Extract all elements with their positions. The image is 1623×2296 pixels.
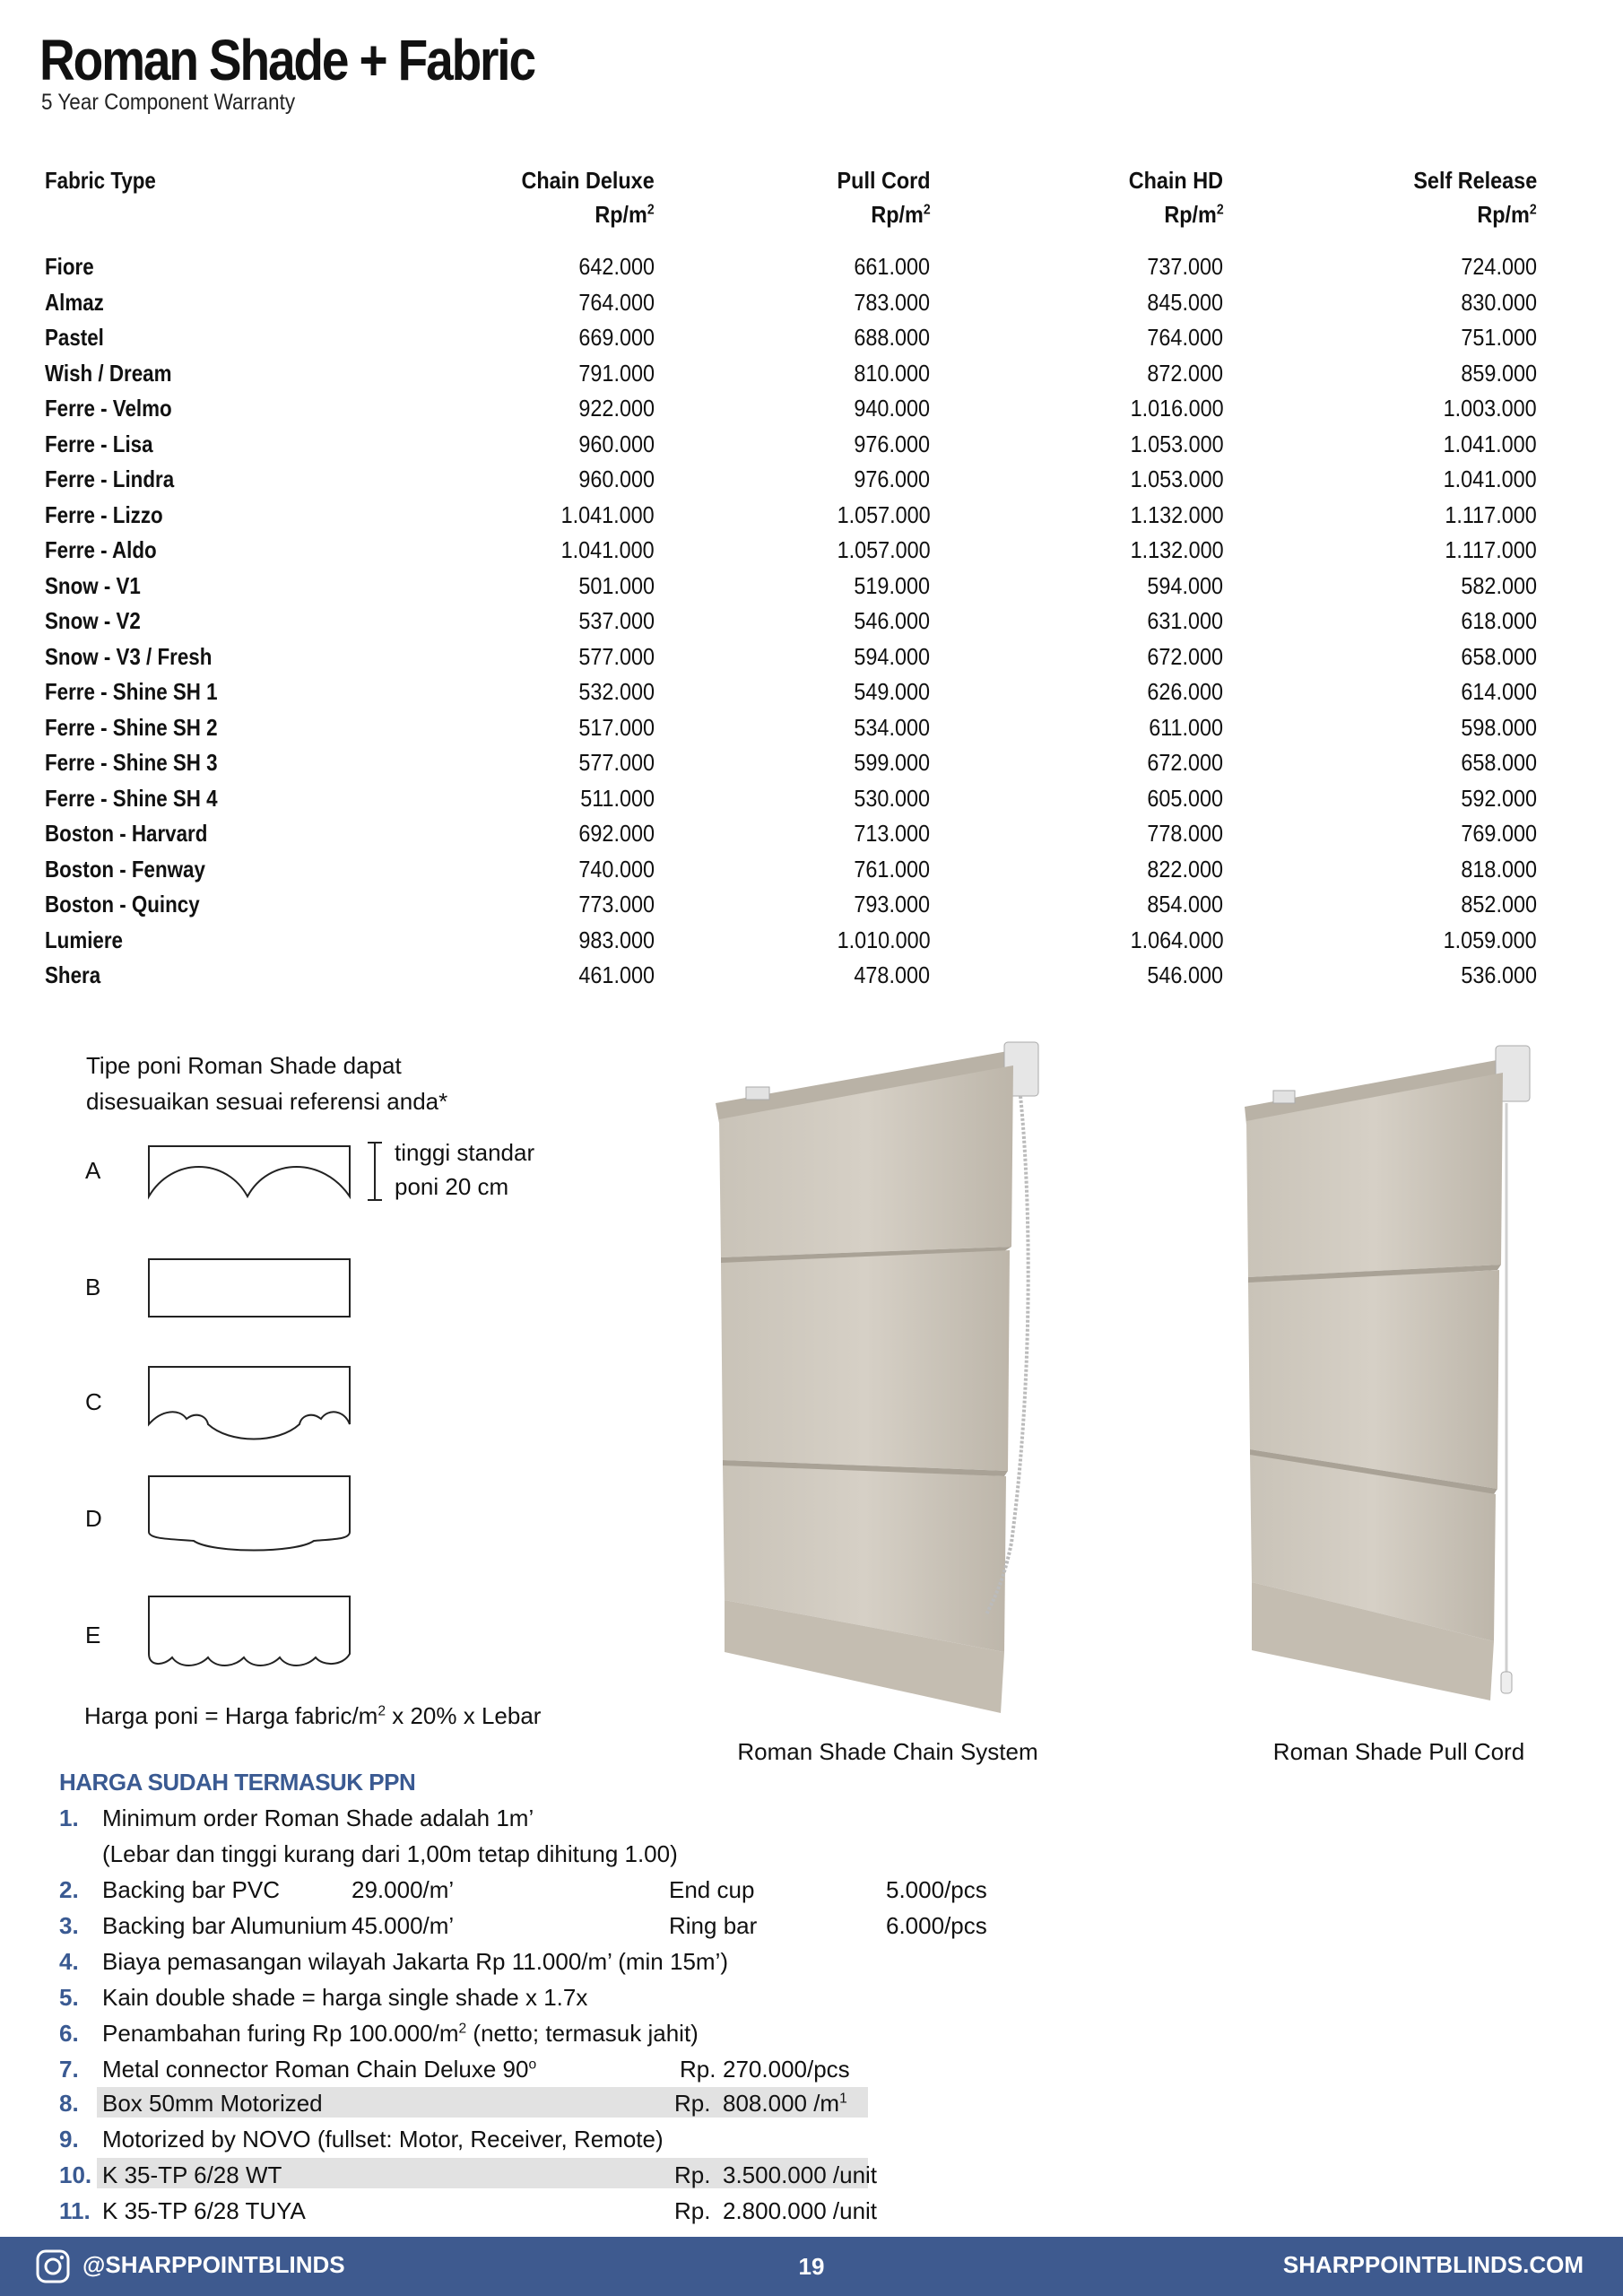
price-cell: 530.000	[854, 784, 931, 812]
table-row	[45, 923, 1537, 959]
column-header-fabric-type: Fabric Type	[45, 167, 156, 194]
price-cell: 1.041.000	[1443, 430, 1537, 457]
price-cell: 1.117.000	[1445, 536, 1537, 564]
price-cell: 922.000	[578, 395, 655, 422]
note-number: 3.	[59, 1912, 79, 1939]
price-cell: 1.053.000	[1130, 465, 1224, 493]
price-cell: 546.000	[1147, 961, 1224, 989]
price-cell: 546.000	[854, 607, 931, 635]
note-price: 2.800.000 /unit	[723, 2197, 878, 2224]
price-cell: 536.000	[1461, 961, 1537, 989]
price-cell: 549.000	[854, 678, 931, 706]
price-cell: 688.000	[854, 324, 931, 352]
notes-heading: HARGA SUDAH TERMASUK PPN	[59, 1769, 416, 1796]
note-value: 45.000/m’	[352, 1912, 455, 1939]
price-cell: 534.000	[854, 713, 931, 741]
roman-shade-chain-image	[708, 1022, 1067, 1722]
table-header-row	[45, 167, 1537, 201]
table-row	[45, 852, 1537, 888]
fabric-name: Ferre - Shine SH 1	[45, 678, 218, 706]
note-rp: Rp.	[674, 2090, 711, 2117]
poni-shape-d	[143, 1473, 359, 1559]
price-cell: 793.000	[854, 891, 931, 918]
price-cell: 737.000	[1147, 253, 1224, 281]
price-cell: 511.000	[579, 784, 655, 812]
note-price: 270.000/pcs	[723, 2056, 850, 2083]
table-row	[45, 249, 1537, 285]
table-row	[45, 674, 1537, 710]
table-unit-row	[45, 201, 1537, 249]
fabric-name: Lumiere	[45, 926, 123, 953]
note-text: Penambahan furing Rp $100.000/m^2$ (netto; termasuk jahit)	[102, 2020, 699, 2047]
note-number: 2.	[59, 1876, 79, 1903]
price-cell: 582.000	[1461, 571, 1537, 599]
column-header-chain-hd: Chain HD	[1129, 167, 1224, 194]
fabric-name: Ferre - Lindra	[45, 465, 175, 493]
price-cell: 1.016.000	[1130, 395, 1224, 422]
price-cell: 1.117.000	[1445, 500, 1537, 528]
price-cell: 658.000	[1461, 642, 1537, 670]
table-row	[45, 285, 1537, 321]
note-rp: Rp.	[674, 2197, 711, 2224]
price-cell: 764.000	[578, 288, 655, 316]
price-cell: 658.000	[1461, 749, 1537, 777]
price-cell: 769.000	[1461, 820, 1537, 848]
column-header-pull-cord: Pull Cord	[837, 167, 931, 194]
fabric-name: Fiore	[45, 253, 94, 281]
fabric-name: Snow - V2	[45, 607, 141, 635]
website-link[interactable]: SHARPPOINTBLINDS.COM	[1282, 2251, 1584, 2278]
price-cell: 669.000	[578, 324, 655, 352]
price-cell: 822.000	[1147, 855, 1224, 883]
price-cell: 818.000	[1461, 855, 1537, 883]
fabric-name: Almaz	[45, 288, 104, 316]
note-rp: Rp.	[674, 2161, 711, 2188]
unit-label: $Rp/m^2$	[871, 201, 931, 228]
note-extra-value: 6.000/pcs	[886, 1912, 987, 1939]
price-cell: 761.000	[854, 855, 931, 883]
price-cell: 577.000	[578, 749, 655, 777]
note-price: 808.000 $/m^1$	[723, 2090, 847, 2117]
fabric-name: Ferre - Shine SH 3	[45, 749, 218, 777]
poni-shape-b	[143, 1256, 359, 1320]
note-number: 11.	[59, 2197, 91, 2224]
fabric-name: Boston - Quincy	[45, 891, 200, 918]
price-cell: 1.057.000	[837, 536, 931, 564]
note-price: 3.500.000 /unit	[723, 2161, 878, 2188]
price-cell: 1.132.000	[1130, 500, 1224, 528]
pull-cord-caption: Roman Shade Pull Cord	[1272, 1738, 1525, 1765]
fabric-name: Snow - V3 / Fresh	[45, 642, 213, 670]
page-number: 19	[798, 2253, 825, 2280]
price-cell: 724.000	[1461, 253, 1537, 281]
note-number: 9.	[59, 2126, 79, 2152]
price-cell: 810.000	[854, 359, 931, 387]
fabric-name: Ferre - Shine SH 2	[45, 713, 218, 741]
price-cell: 976.000	[854, 430, 931, 457]
price-cell: 1.132.000	[1130, 536, 1224, 564]
note-number: 4.	[59, 1948, 79, 1975]
warranty-subtitle: 5 Year Component Warranty	[41, 90, 296, 115]
price-cell: 461.000	[578, 961, 655, 989]
note-value: 29.000/m’	[352, 1876, 455, 1903]
fabric-name: Ferre - Lisa	[45, 430, 153, 457]
note-number: 10.	[59, 2161, 92, 2188]
price-cell: 605.000	[1147, 784, 1224, 812]
price-cell: 1.041.000	[1443, 465, 1537, 493]
note-text: K 35-TP 6/28 TUYA	[102, 2197, 306, 2224]
fabric-name: Boston - Harvard	[45, 820, 208, 848]
poni-shape-c	[143, 1361, 359, 1442]
fabric-name: Wish / Dream	[45, 359, 172, 387]
price-cell: 594.000	[854, 642, 931, 670]
fabric-name: Ferre - Aldo	[45, 536, 157, 564]
price-cell: 631.000	[1147, 607, 1224, 635]
price-cell: 773.000	[578, 891, 655, 918]
note-text: Box 50mm Motorized	[102, 2090, 323, 2117]
table-row	[45, 887, 1537, 923]
fabric-name: Ferre - Shine SH 4	[45, 784, 218, 812]
price-cell: 1.003.000	[1443, 395, 1537, 422]
poni-price-formula: Harga poni = Harga fabric/$m^2$ x 20% x Lebar	[84, 1702, 542, 1729]
table-row	[45, 816, 1537, 852]
poni-label-e: E	[85, 1622, 101, 1648]
note-number: 6.	[59, 2020, 79, 2047]
note-text: Motorized by NOVO (fullset: Motor, Receiver, Remote)	[102, 2126, 664, 2152]
table-row	[45, 745, 1537, 781]
price-table	[45, 167, 1537, 994]
price-cell: 611.000	[1149, 713, 1224, 741]
table-row	[45, 569, 1537, 604]
price-cell: 740.000	[578, 855, 655, 883]
price-cell: 1.064.000	[1130, 926, 1224, 953]
price-cell: 594.000	[1147, 571, 1224, 599]
price-cell: 859.000	[1461, 359, 1537, 387]
table-row	[45, 391, 1537, 427]
table-row	[45, 958, 1537, 994]
table-row	[45, 356, 1537, 392]
price-cell: 1.010.000	[837, 926, 931, 953]
note-text: Backing bar Alumunium	[102, 1912, 348, 1939]
note-number: 7.	[59, 2056, 79, 2083]
instagram-handle-link[interactable]: @SHARPPOINTBLINDS	[82, 2251, 345, 2278]
price-cell: 983.000	[578, 926, 655, 953]
page-title: Roman Shade + Fabric	[39, 28, 534, 92]
poni-label-b: B	[85, 1274, 101, 1300]
fabric-name: Snow - V1	[45, 571, 141, 599]
price-cell: 1.059.000	[1443, 926, 1537, 953]
poni-intro: Tipe poni Roman Shade dapat disesuaikan sesuai referensi anda*	[86, 1052, 448, 1115]
table-row	[45, 533, 1537, 569]
note-number: 5.	[59, 1984, 79, 2011]
note-text: Biaya pemasangan wilayah Jakarta Rp 11.000/m’ (min 15m’)	[102, 1948, 729, 1975]
note-text: Kain double shade = harga single shade x 1.7x	[102, 1984, 588, 2011]
price-cell: 537.000	[578, 607, 655, 635]
note-extra-value: 5.000/pcs	[886, 1876, 987, 1903]
fabric-name: Boston - Fenway	[45, 855, 205, 883]
unit-label: $Rp/m^2$	[1164, 201, 1224, 228]
poni-shape-e	[143, 1591, 359, 1677]
price-cell: 661.000	[854, 253, 931, 281]
poni-label-a: A	[85, 1157, 101, 1184]
price-cell: 618.000	[1461, 607, 1537, 635]
fabric-name: Ferre - Lizzo	[45, 500, 163, 528]
price-cell: 692.000	[578, 820, 655, 848]
fabric-name: Pastel	[45, 324, 104, 352]
price-cell: 1.053.000	[1130, 430, 1224, 457]
note-text: Metal connector Roman Chain Deluxe 90$^o$	[102, 2056, 537, 2083]
price-cell: 592.000	[1461, 784, 1537, 812]
roman-shade-pull-cord-image	[1237, 1022, 1560, 1704]
note-text: Minimum order Roman Shade adalah 1m’	[102, 1805, 534, 1831]
table-row	[45, 781, 1537, 817]
price-cell: 614.000	[1461, 678, 1537, 706]
fabric-name: Shera	[45, 961, 101, 989]
price-cell: 672.000	[1147, 642, 1224, 670]
note-number: 8.	[59, 2090, 79, 2117]
note-text: K 35-TP 6/28 WT	[102, 2161, 282, 2188]
price-cell: 872.000	[1147, 359, 1224, 387]
column-header-chain-deluxe: Chain Deluxe	[521, 167, 655, 194]
price-cell: 751.000	[1461, 324, 1537, 352]
price-cell: 1.041.000	[560, 536, 655, 564]
price-cell: 960.000	[578, 430, 655, 457]
note-number: 1.	[59, 1805, 79, 1831]
price-cell: 626.000	[1147, 678, 1224, 706]
note-text: (Lebar dan tinggi kurang dari 1,00m tetap dihitung 1.00)	[102, 1840, 678, 1867]
price-cell: 532.000	[578, 678, 655, 706]
unit-label: $Rp/m^2$	[595, 201, 655, 228]
table-row	[45, 498, 1537, 534]
price-cell: 791.000	[578, 359, 655, 387]
table-row	[45, 427, 1537, 463]
price-cell: 598.000	[1461, 713, 1537, 741]
price-cell: 519.000	[854, 571, 931, 599]
price-cell: 713.000	[854, 820, 931, 848]
price-cell: 976.000	[854, 465, 931, 493]
note-text: Backing bar PVC	[102, 1876, 280, 1903]
table-row	[45, 710, 1537, 746]
footer-bar	[0, 2237, 1623, 2296]
price-cell: 783.000	[854, 288, 931, 316]
note-extra-label: End cup	[669, 1876, 755, 1903]
price-cell: 501.000	[578, 571, 655, 599]
fabric-name: Ferre - Velmo	[45, 395, 172, 422]
price-cell: 830.000	[1461, 288, 1537, 316]
table-row	[45, 462, 1537, 498]
price-cell: 845.000	[1147, 288, 1224, 316]
table-row	[45, 320, 1537, 356]
price-cell: 764.000	[1147, 324, 1224, 352]
price-cell: 642.000	[578, 253, 655, 281]
poni-height-note: tinggi standar poni 20 cm	[395, 1139, 535, 1200]
note-rp: Rp.	[680, 2056, 716, 2083]
table-row	[45, 639, 1537, 675]
poni-label-d: D	[85, 1505, 102, 1532]
price-cell: 672.000	[1147, 749, 1224, 777]
price-cell: 960.000	[578, 465, 655, 493]
price-cell: 517.000	[578, 713, 655, 741]
price-cell: 1.057.000	[837, 500, 931, 528]
poni-shape-a	[143, 1139, 395, 1202]
price-cell: 599.000	[854, 749, 931, 777]
price-cell: 940.000	[854, 395, 931, 422]
note-extra-label: Ring bar	[669, 1912, 758, 1939]
column-header-self-release: Self Release	[1413, 167, 1537, 194]
unit-label: $Rp/m^2$	[1477, 201, 1537, 228]
price-cell: 1.041.000	[560, 500, 655, 528]
table-row	[45, 604, 1537, 639]
price-cell: 478.000	[854, 961, 931, 989]
chain-system-caption: Roman Shade Chain System	[737, 1738, 1038, 1765]
price-cell: 852.000	[1461, 891, 1537, 918]
price-cell: 854.000	[1147, 891, 1224, 918]
poni-label-c: C	[85, 1388, 102, 1415]
price-cell: 778.000	[1147, 820, 1224, 848]
price-cell: 577.000	[578, 642, 655, 670]
